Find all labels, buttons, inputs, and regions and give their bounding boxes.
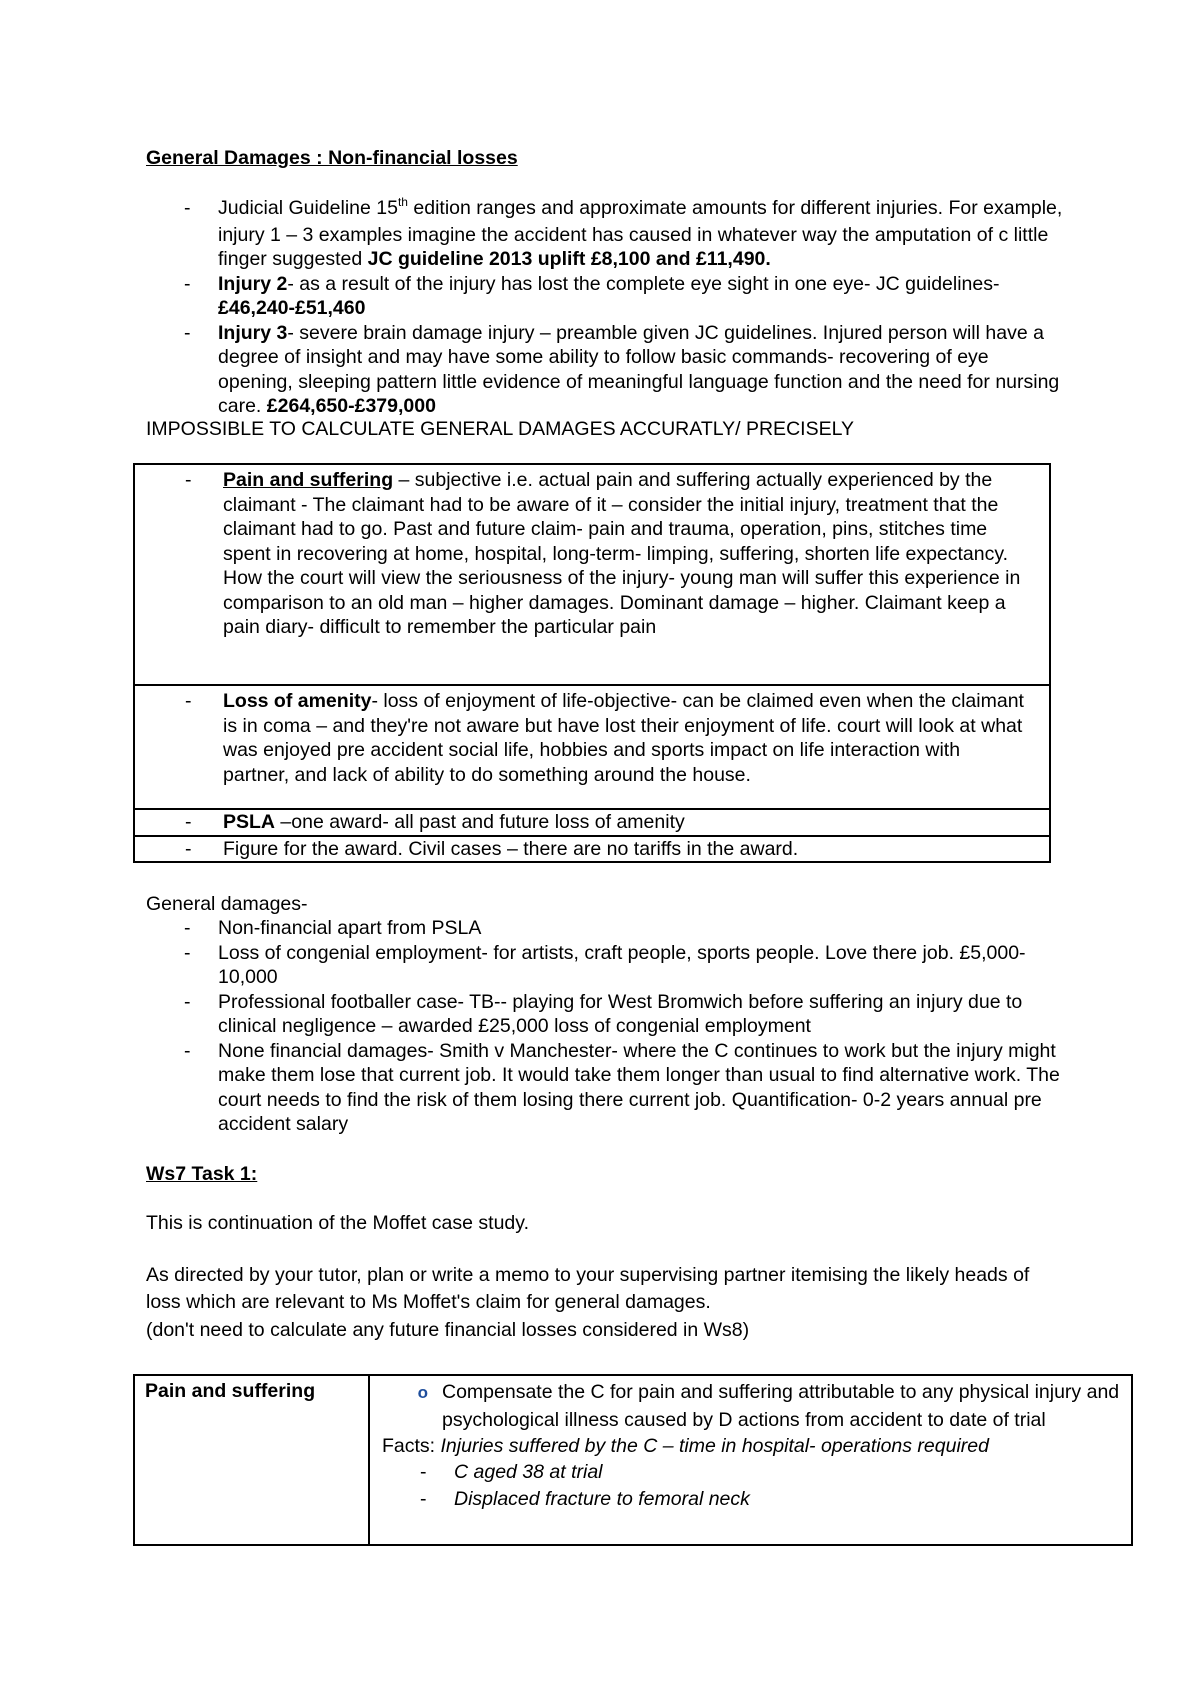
- memo-sub-item: - C aged 38 at trial: [370, 1459, 1121, 1486]
- table-row: [134, 809, 1050, 836]
- section-heading: [146, 146, 1146, 171]
- bullet-dash: -: [184, 1039, 191, 1062]
- heading-text: General Damages : Non-financial losses: [146, 147, 518, 169]
- list-item: [176, 916, 1066, 941]
- bullet-dash: -: [184, 990, 191, 1013]
- list-item: [176, 321, 1066, 419]
- table-row: [134, 1375, 1132, 1545]
- list-item-text: None financial damages- Smith v Manchester- where the C continues to work but the injury might make them lose that current job. It would take them longer than usual to find alternative work. The court needs to find the risk of them losing there current job. Quantification- 0-2 years annual pre accident salary: [218, 1039, 1060, 1135]
- list-item-text: Professional footballer case- TB-- playing for West Bromwich before suffering an injury due to clinical negligence – awarded £25,000 loss of congenial employment: [218, 990, 1023, 1037]
- memo-table: [133, 1374, 1133, 1546]
- bullet-dash: -: [185, 811, 192, 833]
- list-item-text: Non-financial apart from PSLA: [218, 917, 482, 939]
- memo-bullet: [370, 1379, 1121, 1434]
- list-item: [176, 990, 1066, 1039]
- table-row: [134, 464, 1050, 685]
- bullet-dash: -: [420, 1487, 427, 1510]
- bullet-dash: -: [185, 837, 192, 860]
- row-text: PSLA –one award- all past and future loss of amenity: [223, 811, 685, 833]
- bullet-dash: -: [185, 469, 192, 491]
- table-cell: [134, 464, 1050, 685]
- caps-note: IMPOSSIBLE TO CALCULATE GENERAL DAMAGES ACCURATLY/ PRECISELY: [146, 418, 854, 440]
- guideline-list: [176, 196, 1066, 419]
- list-item: [176, 1039, 1066, 1137]
- row-text: Figure for the award. Civil cases – there are no tariffs in the award.: [223, 837, 799, 860]
- list-item: [176, 941, 1066, 990]
- task-paragraph: This is continuation of the Moffet case study.: [146, 1212, 529, 1234]
- table-cell: [369, 1375, 1132, 1545]
- bullet-dash: -: [185, 690, 192, 712]
- bullet-dash: -: [420, 1460, 427, 1483]
- list-item-text: Injury 2- as a result of the injury has lost the complete eye sight in one eye- JC guidelines- £46,240-£51,460: [218, 272, 1000, 319]
- memo-left-label: Pain and suffering: [145, 1380, 316, 1402]
- bullet-dash: -: [184, 917, 191, 939]
- row-text: Pain and suffering – subjective i.e. actual pain and suffering actually experienced by the claimant - The claimant had to be aware of it – consider the initial injury, treatment that the claimant had to go. Past and future claim- pain and trauma, operation, pins, stitches time spent in recovering at home, hospital, long-term- limping, suffering, shorten life expectancy. How the court will view the seriousness of the injury- young man will suffer this experience in comparison to an old man – higher damages. Dominant damage – higher. Claimant keep a pain diary- difficult to remember the particular pain: [223, 469, 1021, 638]
- table-row: [134, 836, 1050, 863]
- list-item-text: Injury 3- severe brain damage injury – preamble given JC guidelines. Injured person will have a degree of insight and may have some ability to follow basic commands- recovering of eye opening, sleeping pattern little evidence of meaningful language function and the need for nursing care. £264,650-£379,000: [218, 321, 1060, 417]
- memo-sub-item: - Displaced fracture to femoral neck: [370, 1486, 1121, 1513]
- list-item: [176, 272, 1066, 321]
- bullet-dash: -: [184, 321, 191, 344]
- general-damages-label: General damages-: [146, 893, 308, 915]
- heads-of-damage-table: [133, 463, 1051, 863]
- task-paragraph: As directed by your tutor, plan or write a memo to your supervising partner itemising the likely heads of loss which are relevant to Ms Moffet's claim for general damages.: [146, 1264, 1030, 1313]
- list-item-text: Judicial Guideline 15th edition ranges and approximate amounts for different injuries. For example, injury 1 – 3 examples imagine the accident has caused in whatever way the amputation of c little finger suggested JC guideline 2013 uplift £8,100 and £11,490.: [218, 195, 1063, 270]
- memo-bullet-text: Compensate the C for pain and suffering attributable to any physical injury and psychological illness caused by D actions from accident to date of trial: [442, 1381, 1120, 1431]
- table-cell: [134, 809, 1050, 836]
- table-cell: [134, 685, 1050, 809]
- circle-bullet-icon: o: [417, 1383, 428, 1402]
- general-damages-list: [176, 916, 1066, 1137]
- table-row: [134, 685, 1050, 809]
- row-text: Loss of amenity- loss of enjoyment of life-objective- can be claimed even when the claimant is in coma – and they're not aware but have lost their enjoyment of life. court will look at what was enjoyed pre accident social life, hobbies and sports impact on life interaction with partner, and lack of ability to do something around the house.: [223, 690, 1024, 786]
- table-cell: [134, 1375, 369, 1545]
- list-item: [176, 196, 1066, 272]
- task-heading: Ws7 Task 1:: [146, 1163, 258, 1185]
- bullet-dash: -: [184, 197, 191, 219]
- task-paragraph: (don't need to calculate any future financial losses considered in Ws8): [146, 1319, 750, 1341]
- memo-facts: Facts: Injuries suffered by the C – time in hospital- operations required: [382, 1435, 989, 1457]
- bullet-dash: -: [184, 272, 191, 295]
- table-cell: [134, 836, 1050, 863]
- list-item-text: Loss of congenial employment- for artists, craft people, sports people. Love there job. £5,000-10,000: [218, 941, 1026, 988]
- bullet-dash: -: [184, 941, 191, 964]
